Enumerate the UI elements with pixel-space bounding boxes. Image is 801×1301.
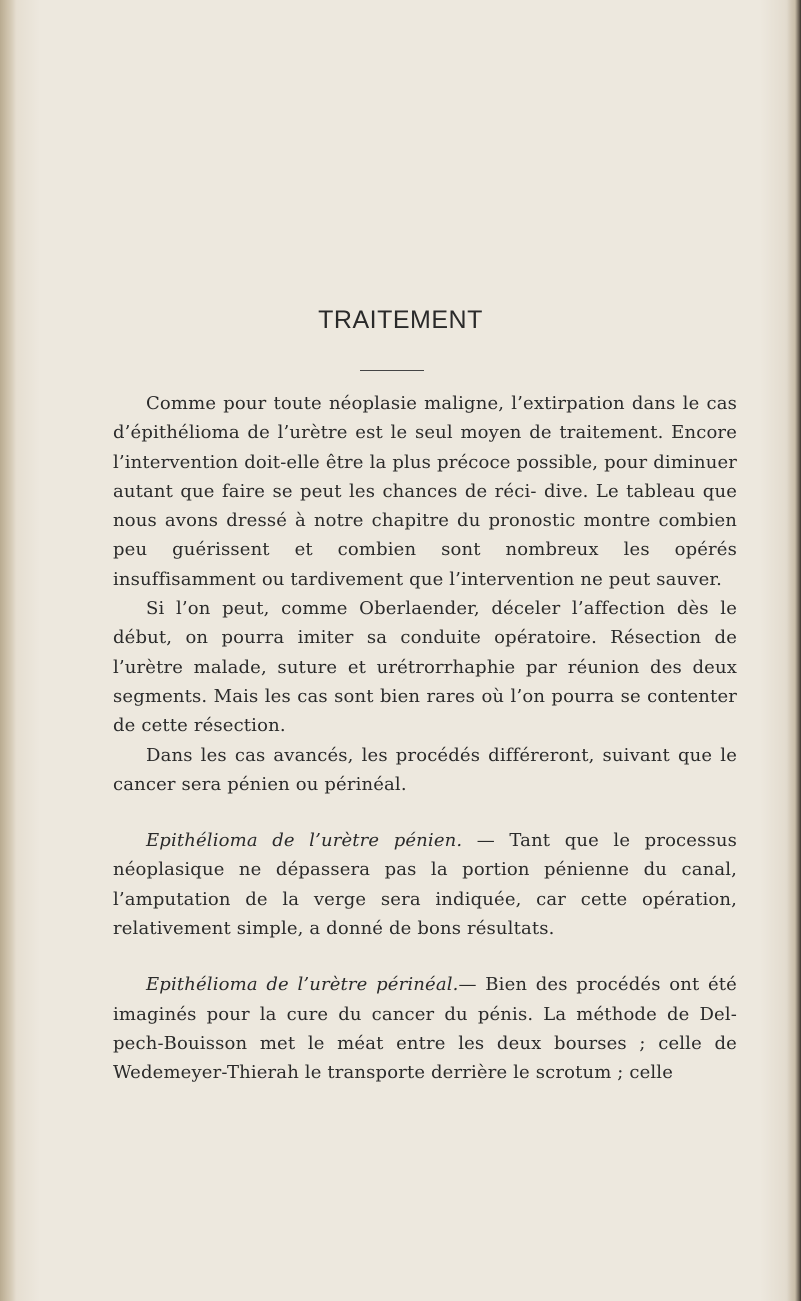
paragraph-penile [113,826,737,943]
page-binding-edge [0,0,16,1301]
paragraph-text: — Tant que le processus néoplasique ne dépassera pas la portion pénienne du canal, l’amputation de la verge sera indiquée, car cette opération, relativement simple, a donné de bons résultats. [113,830,737,940]
paragraph-perineal [113,970,737,1087]
page-title: TRAITEMENT [318,306,483,334]
body-text [113,389,737,1088]
paragraph-text: Si l’on peut, comme Oberlaender, déceler l’affection dès le début, on pourra imiter sa conduite opératoire. Résection de l’urètre malade, suture et urétrorrhaphie par réunion des deux segments. Mais les cas sont bien rares où l’on pourra se contenter de cette résection. [113,598,737,737]
section-heading-perineal: Epithélioma de l’urètre périnéal. [146,974,459,996]
title-divider [360,370,424,371]
section-heading-penile: Epithélioma de l’urètre pénien. [146,830,463,852]
paragraph-text: Dans les cas avancés, les procédés différeront, suivant que le cancer sera pénien ou périnéal. [113,744,737,795]
paragraph-text: — Bien des procédés ont été imaginés pour la cure du cancer du pénis. La méthode de Del- pech-Bouisson met le méat entre les deux bourses ; celle de Wedemeyer-Thierah le transporte derrière le scrotum ; celle [113,974,737,1084]
paragraph-intro [113,389,737,594]
paragraph-oberlaender [113,594,737,740]
paragraph-advanced-cases [113,741,737,800]
page-outer-edge [787,0,801,1301]
paragraph-text: Comme pour toute néoplasie maligne, l’extirpation dans le cas d’épithélioma de l’urètre est le seul moyen de traitement. Encore l’intervention doit-elle être la plus précoce possible, pour diminuer autant que faire se peut les chances de réci- dive. Le tableau que nous avons dressé à notre chapitre du pronostic montre combien peu guérissent et combien sont nombreux les opérés insuffisamment ou tardivement que l’intervention ne peut sauver. [113,393,737,590]
